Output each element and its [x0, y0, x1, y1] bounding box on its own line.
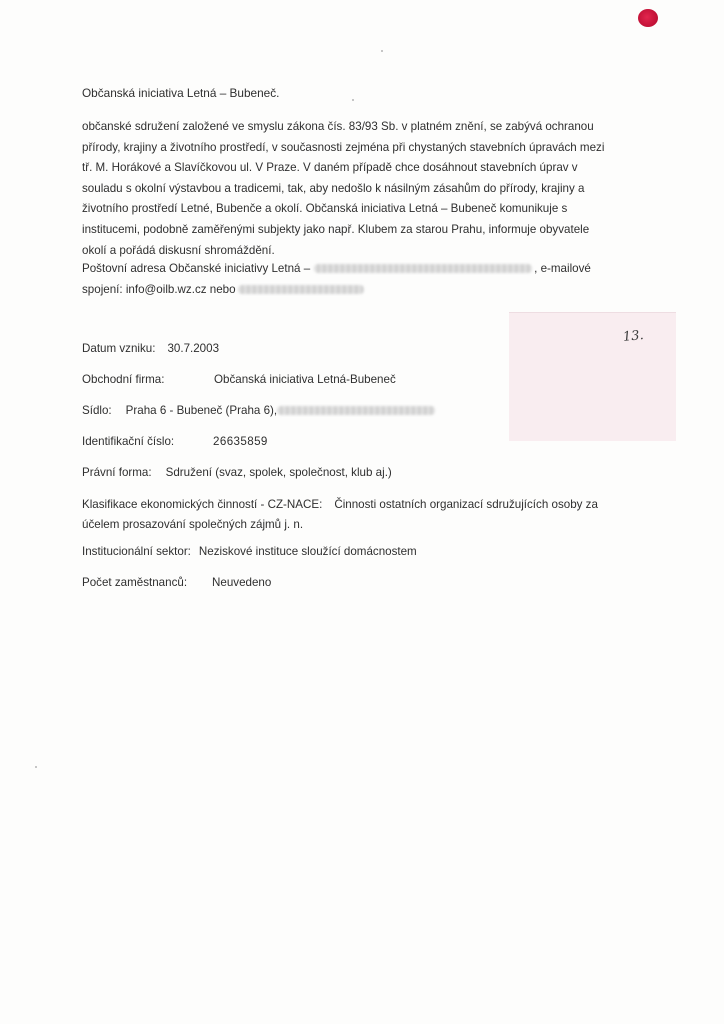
contact-address-label: Poštovní adresa Občanské iniciativy Letná – [82, 262, 311, 275]
sector-label: Institucionální sektor: [82, 545, 191, 558]
legal-form-value: Sdružení (svaz, spolek, společnost, klub aj.) [165, 466, 392, 479]
registry-nace-row [82, 495, 598, 534]
red-ink-mark [638, 9, 658, 27]
staff-label: Počet zaměstnanců: [82, 576, 188, 589]
firm-label: Obchodní firma: [82, 373, 165, 386]
pink-sticky-note [509, 312, 676, 441]
nace-label: Klasifikace ekonomických činností - CZ-NACE: [82, 498, 323, 511]
contact-line-email [82, 280, 642, 301]
contact-email-text: spojení: info@oilb.wz.cz nebo [82, 282, 236, 296]
contact-email-label: , e-mailové [534, 262, 591, 275]
intro-line: souladu s okolní výstavbou a tradicemi, tak, aby nedošlo k násilným zásahům do přírody, krajiny a [82, 181, 585, 195]
registry-firm-row [82, 373, 396, 386]
intro-line: okolí a pořádá diskusní shromáždění. [82, 243, 275, 257]
scan-speck [381, 50, 383, 52]
sector-value: Neziskové instituce sloužící domácnostem [198, 545, 417, 558]
document-heading: Občanská iniciativa Letná – Bubeneč. [82, 86, 280, 100]
nace-value-line1: Činnosti ostatních organizací sdružujících osoby za [334, 498, 598, 511]
intro-line: občanské sdružení založené ve smyslu zákona čís. 83/93 Sb. v platném znění, se zabývá ochranou [82, 120, 594, 133]
ico-label: Identifikační číslo: [82, 435, 175, 448]
redacted-address [314, 264, 532, 273]
date-label: Datum vzniku: [82, 342, 156, 355]
redacted-contact [238, 285, 364, 294]
legal-form-label: Právní forma: [82, 466, 152, 479]
staff-value: Neuvedeno [212, 576, 272, 589]
registry-sector-row [82, 545, 417, 558]
registry-ico-row [82, 435, 268, 448]
nace-value-line2: účelem prosazování společných zájmů j. n. [82, 517, 304, 531]
registry-staff-row [82, 576, 271, 589]
registry-date-row [82, 342, 219, 355]
date-value: 30.7.2003 [167, 342, 220, 355]
intro-line: životního prostředí Letné, Bubenče a okolí. Občanská iniciativa Letná – Bubeneč komunikuje s [82, 202, 568, 216]
intro-paragraph [82, 117, 642, 261]
intro-line: přírody, krajiny a životního prostředí, v současnosti zejména při chystaných stavebních úpravách mezi [82, 140, 605, 154]
intro-line: institucemi, podobně zaměřenými subjekty jako např. Klubem za starou Prahu, informuje obyvatele [82, 222, 590, 236]
redacted-seat-address [277, 406, 435, 415]
intro-line: tř. M. Horákové a Slavíčkovou ul. V Praze. V daném případě chce dosáhnout stavebních úprav v [82, 161, 578, 175]
handwritten-page-number: 13. [622, 327, 645, 346]
registry-legal-form-row [82, 466, 392, 479]
firm-value: Občanská iniciativa Letná-Bubeneč [214, 373, 396, 386]
contact-paragraph [82, 259, 642, 300]
registry-seat-row [82, 404, 435, 417]
scan-speck [352, 99, 354, 101]
seat-value: Praha 6 - Bubeneč (Praha 6), [125, 404, 278, 417]
scan-speck [35, 766, 37, 768]
ico-value: 26635859 [213, 435, 268, 448]
seat-label: Sídlo: [82, 404, 112, 417]
contact-line-address [82, 259, 642, 280]
nace-line-1 [82, 495, 598, 515]
